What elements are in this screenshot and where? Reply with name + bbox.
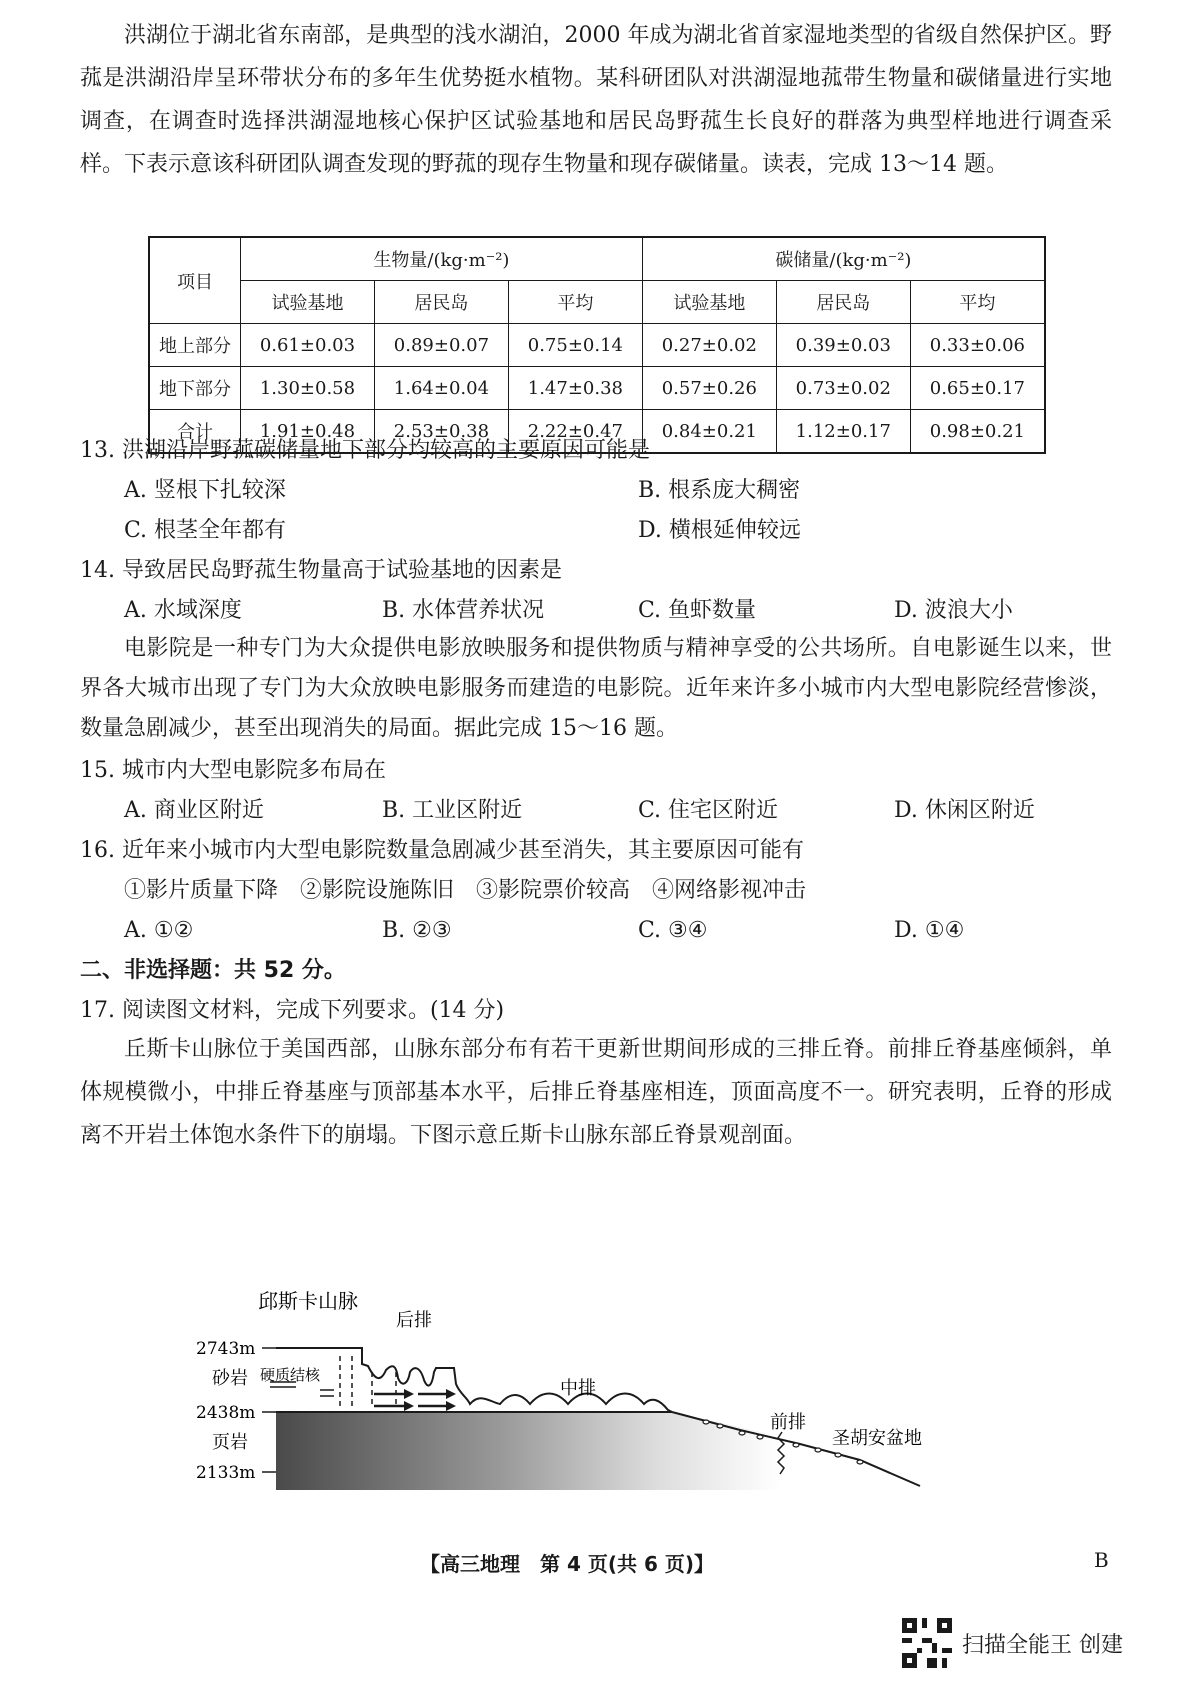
table-cell: 2.53±0.38 xyxy=(374,410,508,454)
table-cell: 0.65±0.17 xyxy=(910,367,1045,410)
table-cell: 1.64±0.04 xyxy=(374,367,508,410)
question-15-option-c: C. 住宅区附近 xyxy=(638,798,779,823)
table-cell: 0.73±0.02 xyxy=(776,367,910,410)
passage-intro-wetland: 洪湖位于湖北省东南部，是典型的浅水湖泊，2000 年成为湖北省首家湿地类型的省级自然保护区。野菰是洪湖沿岸呈环带状分布的多年生优势挺水植物。某科研团队对洪湖湿地菰带生物量和碳储量进行实地调查，在调查时选择洪湖湿地核心保护区试验基地和居民岛野菰生长良好的群落为典型样地进行调查采样。下表示意该科研团队调查发现的野菰的现存生物量和现存碳储量。读表，完成 13～14 题。 xyxy=(80,23,1112,177)
question-15-option-b: B. 工业区附近 xyxy=(382,798,523,823)
ridge-cross-section-diagram xyxy=(0,1280,1190,1520)
footer-version: B xyxy=(1094,1548,1109,1572)
section-2-heading: 二、非选择题：共 52 分。 xyxy=(80,958,346,983)
question-16-option-c: C. ③④ xyxy=(638,918,708,943)
row-label: 地上部分 xyxy=(149,324,241,367)
basin-label: 圣胡安盆地 xyxy=(832,1428,922,1449)
question-17-stem: 17. 阅读图文材料，完成下列要求。(14 分) xyxy=(80,998,505,1023)
question-15-stem: 15. 城市内大型电影院多布局在 xyxy=(80,758,386,783)
question-16-option-a: A. ①② xyxy=(124,918,194,943)
table-subheader: 居民岛 xyxy=(374,281,508,324)
table-cell: 0.89±0.07 xyxy=(374,324,508,367)
table-group-carbon: 碳储量/(kg·m⁻²) xyxy=(642,237,1045,281)
table-row xyxy=(149,324,1045,367)
back-row-label: 后排 xyxy=(396,1310,432,1331)
question-16-items: ①影片质量下降 ②影院设施陈旧 ③影院票价较高 ④网络影视冲击 xyxy=(124,878,807,903)
middle-row-label: 中排 xyxy=(560,1378,596,1399)
question-14-option-b: B. 水体营养状况 xyxy=(382,598,545,623)
question-16-stem: 16. 近年来小城市内大型电影院数量急剧减少甚至消失，其主要原因可能有 xyxy=(80,838,804,863)
passage-cinema: 电影院是一种专门为大众提供电影放映服务和提供物质与精神享受的公共场所。自电影诞生以来，世界各大城市出现了专门为大众放映电影服务而建造的电影院。近年来许多小城市内大型电影院经营惨淡，数量急剧减少，甚至出现消失的局面。据此完成 15～16 题。 xyxy=(80,636,1112,741)
question-16-option-d: D. ①④ xyxy=(894,918,965,943)
question-15-option-a: A. 商业区附近 xyxy=(124,798,264,823)
table-group-biomass: 生物量/(kg·m⁻²) xyxy=(241,237,643,281)
question-14-option-c: C. 鱼虾数量 xyxy=(638,598,757,623)
passage-chuska: 丘斯卡山脉位于美国西部，山脉东部分布有若干更新世期间形成的三排丘脊。前排丘脊基座倾斜，单体规模微小，中排丘脊基座与顶部基本水平，后排丘脊基座相连，顶面高度不一。研究表明，丘脊的形成离不开岩土体饱水条件下的崩塌。下图示意丘斯卡山脉东部丘脊景观剖面。 xyxy=(80,1037,1112,1148)
table-subheader: 平均 xyxy=(508,281,642,324)
hard-nodule-label: 硬质结核 xyxy=(260,1366,321,1384)
ridge-profile xyxy=(276,1348,672,1412)
table-cell: 0.61±0.03 xyxy=(241,324,375,367)
question-13-option-b: B. 根系庞大稠密 xyxy=(638,478,801,503)
table-subheader: 试验基地 xyxy=(241,281,375,324)
table-cell: 0.75±0.14 xyxy=(508,324,642,367)
shale-label: 页岩 xyxy=(212,1432,248,1453)
question-13-stem: 13. 洪湖沿岸野菰碳储量地下部分均较高的主要原因可能是 xyxy=(80,438,650,463)
question-13-option-d: D. 横根延伸较远 xyxy=(638,518,801,543)
diagram-title: 邱斯卡山脉 xyxy=(258,1289,358,1313)
table-subheader: 试验基地 xyxy=(642,281,776,324)
question-13-option-a: A. 竖根下扎较深 xyxy=(124,478,286,503)
elevation-2438: 2438m xyxy=(196,1403,256,1423)
table-cell: 1.91±0.48 xyxy=(241,410,375,454)
table-subheader: 平均 xyxy=(910,281,1045,324)
table-cell: 2.22±0.47 xyxy=(508,410,642,454)
biomass-carbon-table xyxy=(148,236,1046,454)
table-cell: 0.57±0.26 xyxy=(642,367,776,410)
table-row xyxy=(149,367,1045,410)
row-label: 合计 xyxy=(149,410,241,454)
scanner-watermark xyxy=(902,1618,1123,1668)
question-14-option-a: A. 水域深度 xyxy=(124,598,242,623)
elevation-2133: 2133m xyxy=(196,1463,256,1483)
row-label: 地下部分 xyxy=(149,367,241,410)
question-13-option-c: C. 根茎全年都有 xyxy=(124,518,287,543)
front-row-label: 前排 xyxy=(770,1412,806,1433)
table-subheader: 居民岛 xyxy=(776,281,910,324)
scanner-watermark-text: 扫描全能王 创建 xyxy=(962,1632,1123,1658)
table-cell: 0.33±0.06 xyxy=(910,324,1045,367)
table-cell: 0.27±0.02 xyxy=(642,324,776,367)
question-16-option-b: B. ②③ xyxy=(382,918,452,943)
table-cell: 0.84±0.21 xyxy=(642,410,776,454)
sandstone-label: 砂岩 xyxy=(212,1368,248,1389)
table-cell: 1.30±0.58 xyxy=(241,367,375,410)
table-cell: 1.47±0.38 xyxy=(508,367,642,410)
table-cell: 1.12±0.17 xyxy=(776,410,910,454)
question-14-stem: 14. 导致居民岛野菰生物量高于试验基地的因素是 xyxy=(80,558,562,583)
question-14-option-d: D. 波浪大小 xyxy=(894,598,1013,623)
elevation-2743: 2743m xyxy=(196,1339,256,1359)
table-cell: 0.98±0.21 xyxy=(910,410,1045,454)
table-item-header: 项目 xyxy=(149,237,241,324)
footer-page-info: 【高三地理 第 4 页(共 6 页)】 xyxy=(420,1552,714,1576)
question-15-option-d: D. 休闲区附近 xyxy=(894,798,1035,823)
table-cell: 0.39±0.03 xyxy=(776,324,910,367)
slide-arrows xyxy=(374,1389,456,1411)
qr-code-icon xyxy=(902,1618,952,1668)
